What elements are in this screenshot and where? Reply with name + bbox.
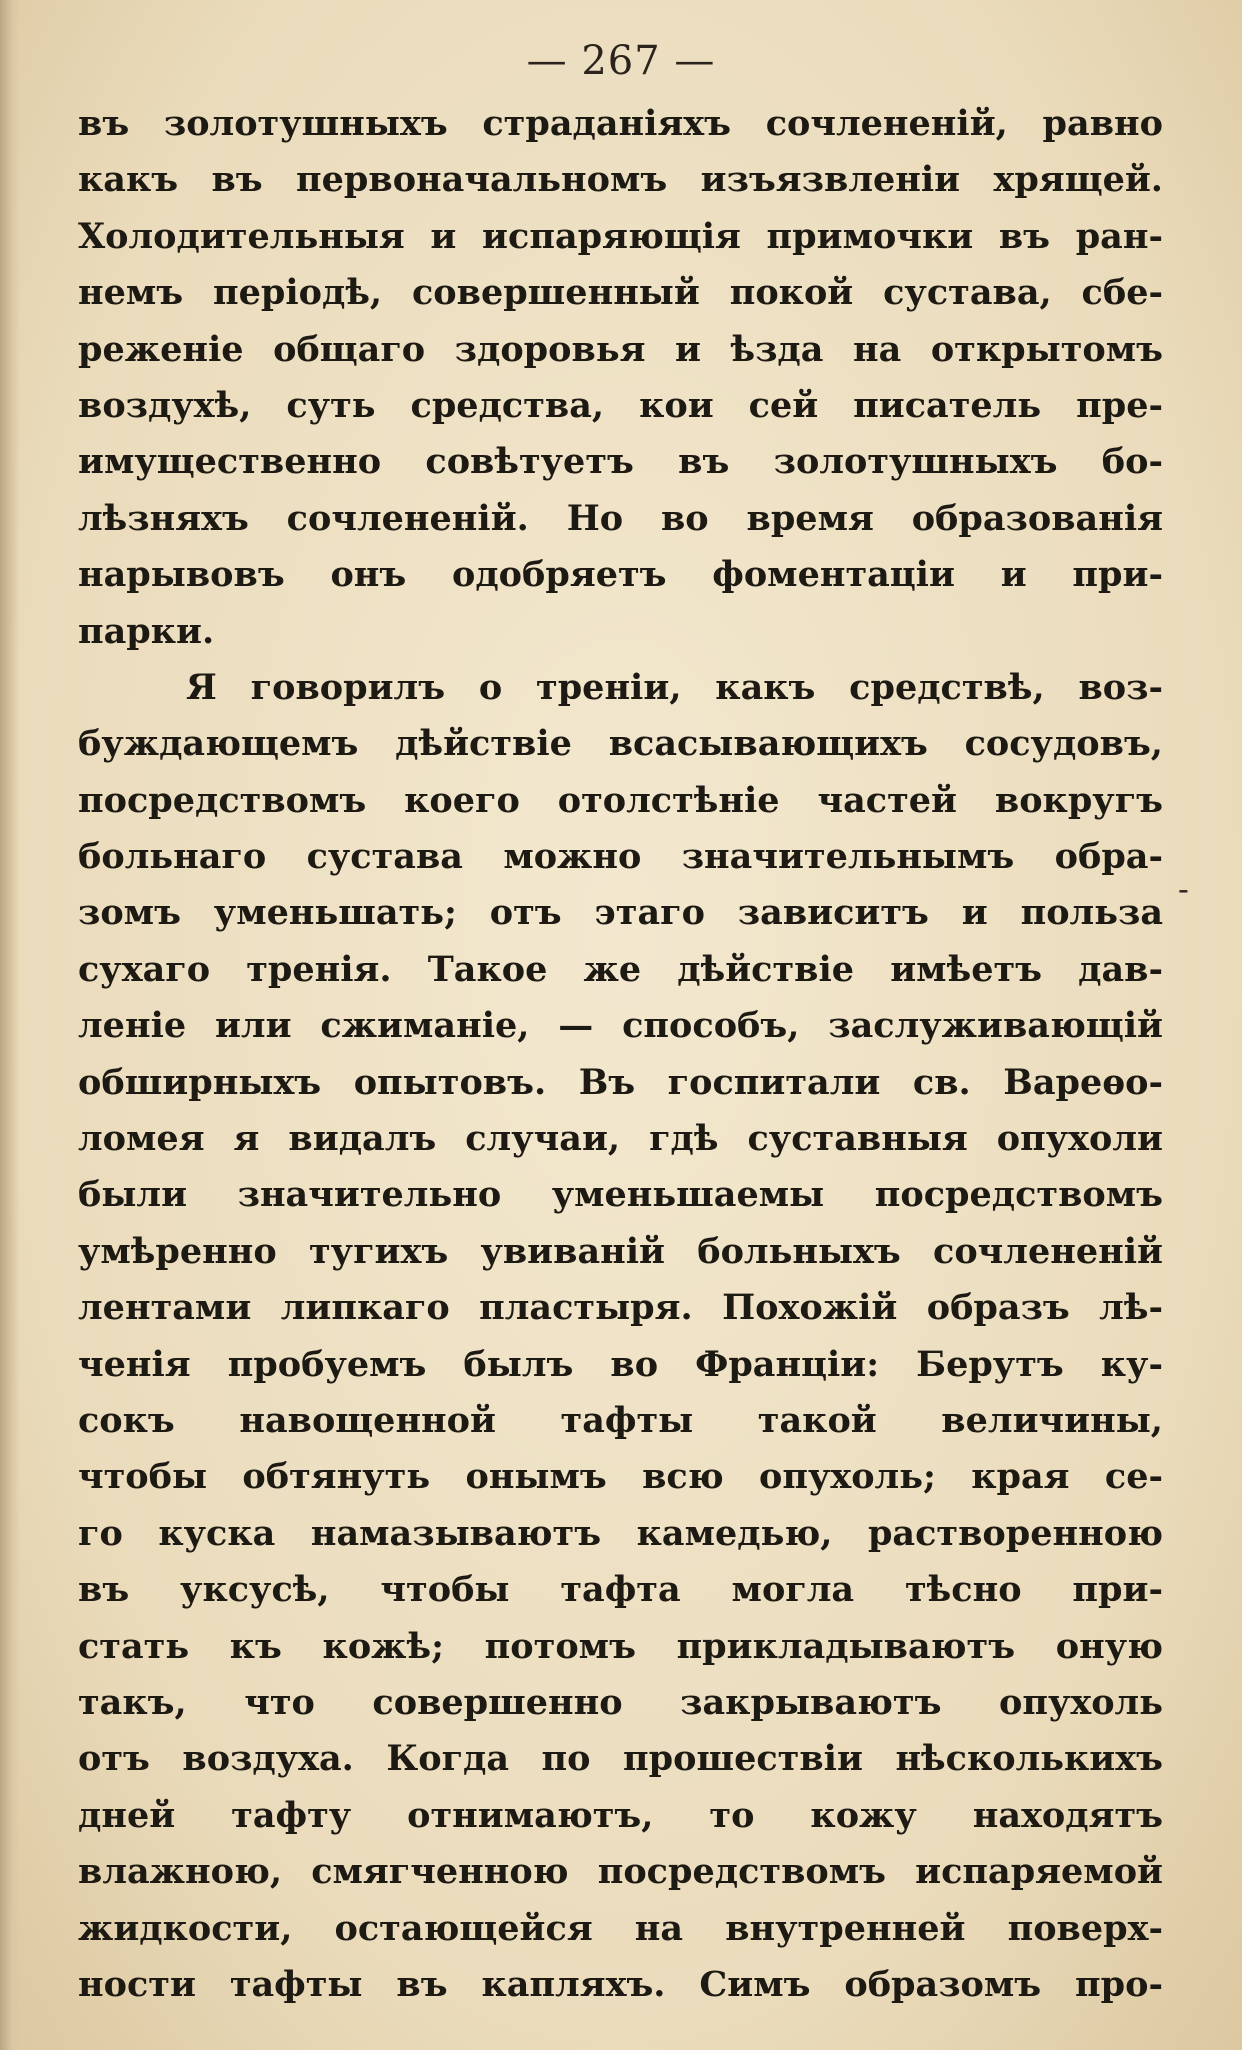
text-line: реженіе общаго здоровья и ѣзда на открытомъ	[78, 328, 1163, 370]
text-line: зомъ уменьшать; отъ этаго зависитъ и польза	[78, 892, 1163, 934]
text-line: въ золотушныхъ страданіяхъ сочлененій, равно	[78, 103, 1163, 144]
text-line: посредствомъ коего отолстѣніе частей вокругъ	[78, 779, 1163, 821]
body-text	[78, 96, 1163, 2013]
text-line: обширныхъ опытовъ. Въ госпитали св. Вареѳо-	[78, 1061, 1163, 1103]
text-line: жидкости, остающейся на внутренней поверх-	[78, 1907, 1163, 1949]
text-line: Холодительныя и испаряющія примочки въ ран-	[78, 215, 1163, 257]
text-line: въ уксусѣ, чтобы тафта могла тѣсно при-	[78, 1569, 1163, 1611]
text-line: леніе или сжиманіе, — способъ, заслуживающій	[78, 1005, 1163, 1047]
paragraph-first-line: Я говорилъ о треніи, какъ средствѣ, воз-	[186, 666, 1163, 708]
text-line: влажною, смягченною посредствомъ испаряемой	[78, 1851, 1163, 1893]
text-line: сокъ навощенной тафты такой величины,	[78, 1399, 1163, 1441]
text-line: такъ, что совершенно закрываютъ опухоль	[78, 1681, 1163, 1723]
text-line: лѣзняхъ сочлененій. Но во время образованія	[78, 497, 1163, 539]
text-line: ломея я видалъ случаи, гдѣ суставныя опухоли	[78, 1118, 1163, 1160]
text-line: немъ періодѣ, совершенный покой сустава, сбе-	[78, 272, 1163, 314]
text-line: го куска намазываютъ камедью, растворенною	[78, 1512, 1163, 1554]
page-number: — 267 —	[526, 38, 716, 84]
text-line: стать къ кожѣ; потомъ прикладываютъ оную	[78, 1625, 1163, 1667]
text-line: какъ въ первоначальномъ изъязвленіи хрящей.	[78, 159, 1163, 201]
page-binding-edge	[0, 0, 20, 2050]
text-line: чтобы обтянуть онымъ всю опухоль; края се-	[78, 1456, 1163, 1498]
text-line: дней тафту отнимаютъ, то кожу находятъ	[78, 1794, 1163, 1836]
text-line: больнаго сустава можно значительнымъ обра-	[78, 836, 1163, 878]
text-line: умѣренно тугихъ увиваній больныхъ сочлененій	[78, 1230, 1163, 1272]
text-line: лентами липкаго пластыря. Похожій образъ лѣ-	[78, 1287, 1163, 1329]
text-line: ченія пробуемъ былъ во Франціи: Берутъ ку-	[78, 1343, 1163, 1385]
text-line: парки.	[78, 610, 215, 652]
text-line: отъ воздуха. Когда по прошествіи нѣсколькихъ	[78, 1738, 1163, 1780]
text-line: воздухѣ, суть средства, кои сей писатель пре-	[78, 384, 1163, 426]
text-line: ности тафты въ капляхъ. Симъ образомъ про-	[78, 1963, 1163, 2005]
margin-mark: -	[1178, 870, 1189, 908]
text-line: имущественно совѣтуетъ въ золотушныхъ бо-	[78, 441, 1163, 483]
text-line: нарывовъ онъ одобряетъ фоментаціи и при-	[78, 554, 1163, 596]
text-line: буждающемъ дѣйствіе всасывающихъ сосудовъ,	[78, 723, 1163, 765]
text-line: сухаго тренія. Такое же дѣйствіе имѣетъ дав-	[78, 948, 1163, 990]
text-line: были значительно уменьшаемы посредствомъ	[78, 1174, 1163, 1216]
